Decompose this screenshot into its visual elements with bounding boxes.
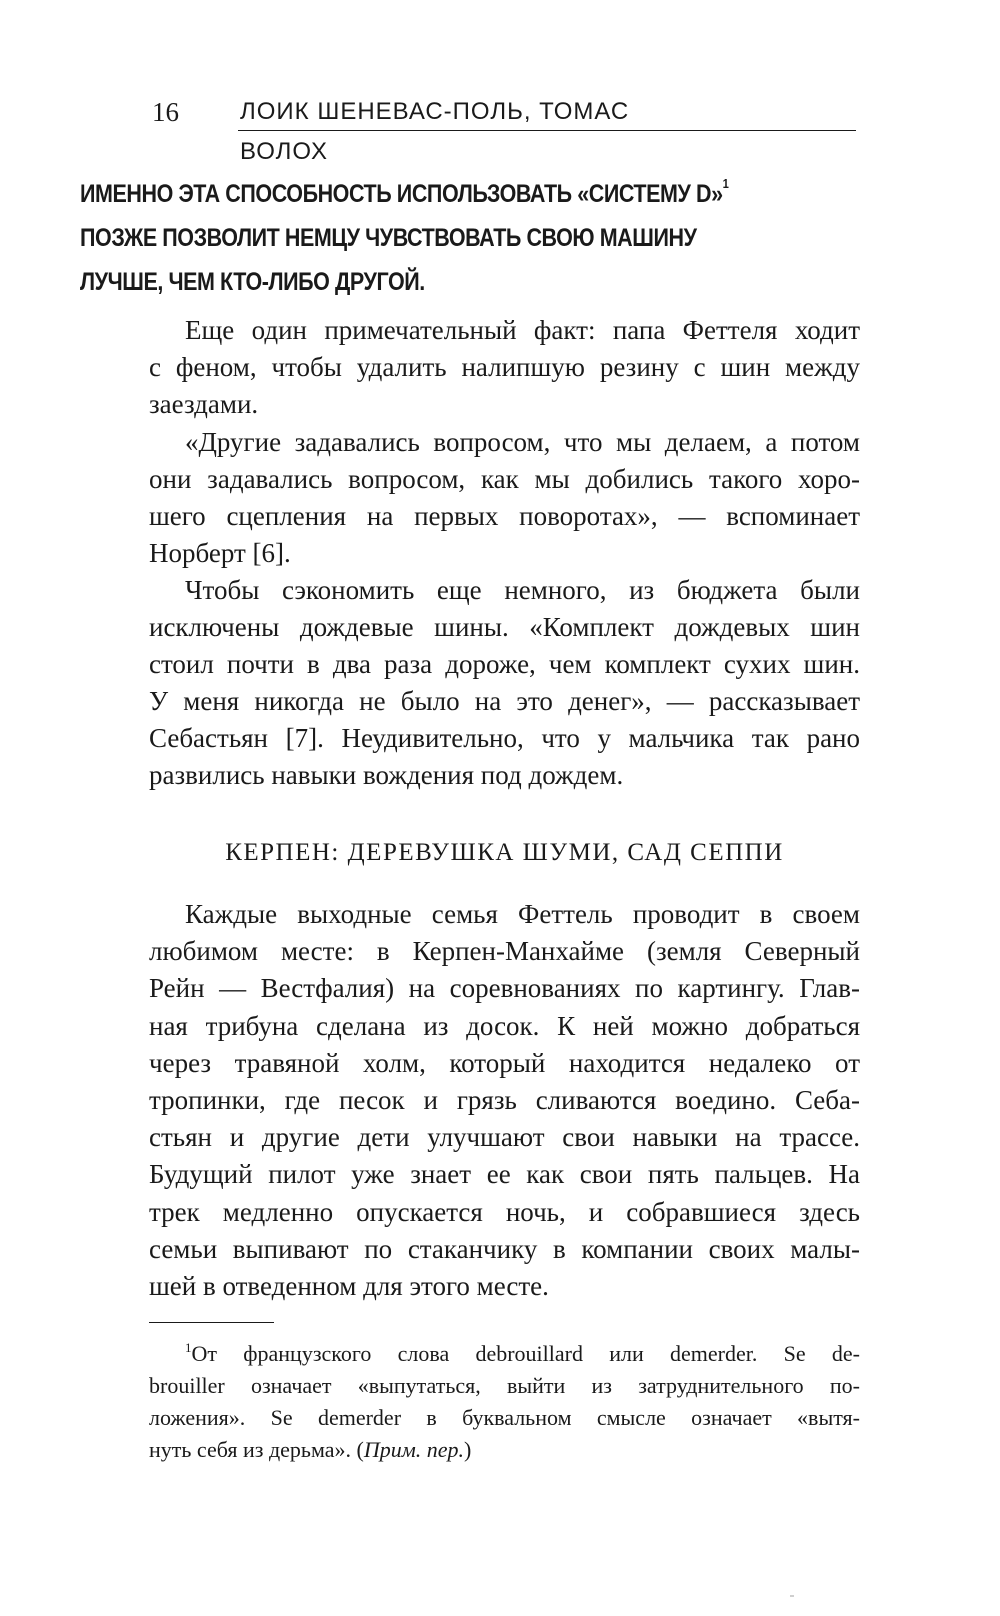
text-line: шего сцепления на первых поворотах», — вспоминает [149,501,860,531]
running-title: ЛОИК ШЕНЕВАС-ПОЛЬ, ТОМАС ВОЛОХ [240,98,630,165]
pull-quote-line-2: ПОЗЖЕ ПОЗВОЛИТ НЕМЦУ ЧУВСТВОВАТЬ СВОЮ МАШИНУ [80,224,697,252]
paragraph-2 [149,424,860,572]
pull-quote-line-1-text: ИМЕННО ЭТА СПОСОБНОСТЬ ИСПОЛЬЗОВАТЬ «СИСТЕМУ D» [80,180,723,208]
text-line: они задавались вопросом, как мы добились такого хоро- [149,464,860,494]
footnote-line-1 [149,1332,860,1370]
page-number: 16 [152,97,179,127]
text-line: Чтобы сэкономить еще немного, из бюджета были [185,575,860,605]
text-line: исключены дождевые шины. «Комплект дождевых шин [149,612,860,642]
footnote-line-4 [149,1434,860,1466]
text-line: Рейн — Вестфалия) на соревнованиях по картингу. Глав- [149,973,860,1004]
footnote-line-3: ложения». Se demerder в буквальном смысле означает «вытя- [149,1405,860,1430]
footnote-line-4-start: нуть себя из дерьма». ( [149,1437,364,1462]
text-line: Каждые выходные семья Феттель проводит в своем [185,899,860,929]
text-line: «Другие задавались вопросом, что мы делаем, а потом [185,427,860,457]
footnote-marker: 1 [185,1340,192,1355]
text-line: трек медленно опускается ночь, и собравшиеся здесь [149,1196,860,1227]
text-line: через травяной холм, который находится недалеко от [149,1047,860,1078]
pull-quote-line-3: ЛУЧШЕ, ЧЕМ КТО-ЛИБО ДРУГОЙ. [80,268,425,296]
header-rule [238,130,856,131]
text-line: любимом месте: в Керпен-Манхайме (земля Северный [149,936,860,967]
paragraph-3 [149,572,860,794]
text-line: семьи выпивают по стаканчику в компании своих малы- [149,1233,860,1264]
paragraph-1 [149,312,860,423]
footnote-translator-note: Прим. пер. [363,1437,465,1462]
footnote [149,1332,860,1466]
paragraph-4 [149,896,860,1305]
text-line: шей в отведенном для этого месте. [149,1271,549,1302]
text-line: развились навыки вождения под дождем. [149,760,624,790]
pull-quote-line-1 [80,162,880,216]
text-line: Будущий пилот уже знает ее как свои пять пальцев. На [149,1159,860,1190]
text-line: ная трибуна сделана из досок. К ней можно добраться [149,1010,860,1041]
text-line: Себастьян [7]. Неудивительно, что у мальчика так рано [149,723,860,753]
text-line: заездами. [149,389,259,419]
footnote-rule [149,1322,274,1323]
pull-quote [80,162,880,304]
page-header [148,92,708,165]
text-line: Норберт [6]. [149,538,291,568]
section-heading: КЕРПЕН: ДЕРЕВУШКА ШУМИ, САД СЕППИ [225,839,784,866]
text-line: стоил почти в два раза дороже, чем комплект сухих шин. [149,649,860,679]
text-line: У меня никогда не было на это денег», — рассказывает [149,686,860,716]
scan-speck [790,1595,794,1597]
footnote-reference: 1 [722,176,729,191]
footnote-line-2: brouiller означает «выпутаться, выйти из затруднительного по- [149,1373,860,1398]
text-line: Еще один примечательный факт: папа Феттеля ходит [185,315,860,345]
text-line: с феном, чтобы удалить налипшую резину с шин между [149,352,860,382]
footnote-line-4-end: ) [464,1437,472,1462]
text-line: стьян и другие дети улучшают свои навыки на трассе. [149,1122,860,1153]
footnote-line-1-text: От французского слова debrouillard или demerder. Se de- [191,1341,860,1366]
text-line: тропинки, где песок и грязь сливаются воедино. Себа- [149,1085,860,1116]
